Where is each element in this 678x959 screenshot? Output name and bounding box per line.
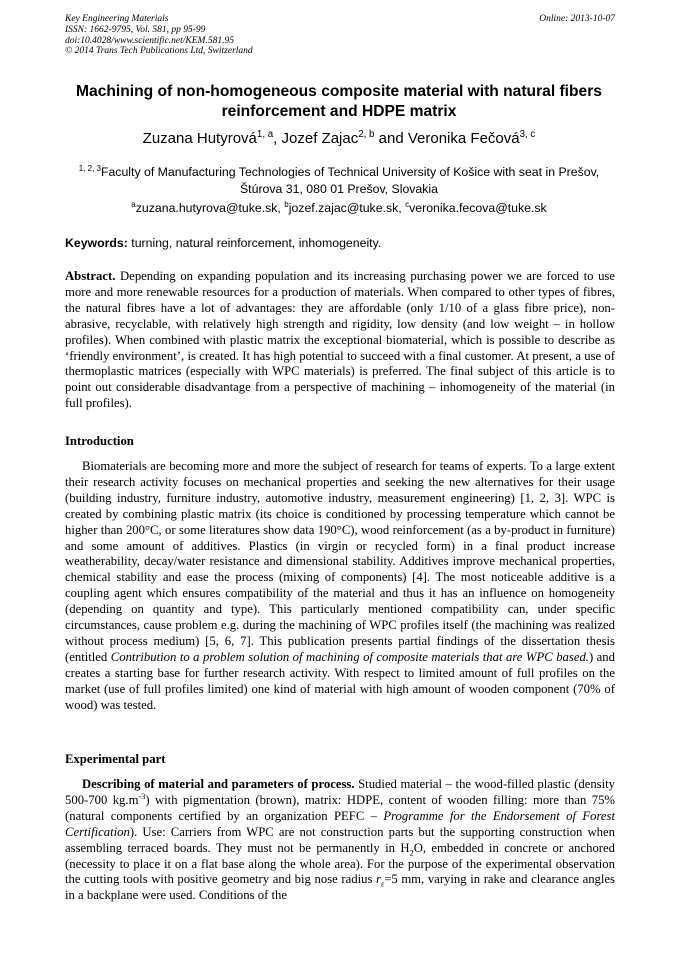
- journal-doi: doi:10.4028/www.scientific.net/KEM.581.95: [65, 35, 234, 46]
- keywords-label: Keywords:: [65, 236, 128, 250]
- formula-sub: 2: [409, 848, 414, 858]
- author-separator: ,: [273, 130, 282, 147]
- paragraph-text: ) with pigmentation (brown), matrix: HDPE, content of wooden filling: more than 75% (natural components certified by an organization PEFC –: [65, 792, 615, 823]
- paragraph-text: =5 mm, varying in rake and clearance angles in a backplane were used. Conditions of the: [65, 872, 615, 903]
- author-emails: [40, 201, 638, 215]
- experimental-paragraph: [65, 777, 615, 904]
- author-sup: 2, b: [358, 129, 375, 140]
- keywords: [65, 236, 615, 250]
- email-link[interactable]: veronika.fecova@tuke.sk: [409, 201, 547, 215]
- paragraph-text: O, embedded in concrete or anchored (necessity to place it on a flat base along the whole area). For the purpose of the experimental observation the cutting tools with positive geometry and big nose radius: [65, 840, 615, 887]
- author-sup: 1, a: [256, 129, 274, 140]
- affiliation-line: Štúrova 31, 080 01 Prešov, Slovakia: [239, 182, 438, 196]
- section-heading-introduction: Introduction: [65, 434, 134, 448]
- email-sup: a: [131, 199, 136, 209]
- journal-name: Key Engineering Materials: [65, 14, 169, 24]
- abstract: [65, 269, 615, 412]
- author-name: Veronika Fečová: [407, 130, 520, 147]
- affiliation-line: Faculty of Manufacturing Technologies of Technical University of Košice with seat in Prešov,: [100, 165, 600, 179]
- paper-title: Machining of non-homogeneous composite material with natural fibers reinforcement and HDPE matrix: [76, 83, 602, 120]
- journal-issn: ISSN: 1662-9795, Vol. 581, pp 95-99: [65, 24, 206, 35]
- paragraph-text: ). Use: Carriers from WPC are not construction parts but the supporting construction when assembling terraced boards. They must not be permanently in H: [65, 824, 615, 855]
- section-heading-experimental: Experimental part: [65, 752, 166, 766]
- email-sup: c: [405, 199, 410, 209]
- journal-header: [65, 14, 615, 57]
- paragraph-text: Studied material – the wood-filled plastic (density 500-700 kg.m: [65, 777, 616, 807]
- email-sup: b: [284, 199, 289, 209]
- affiliation: [60, 164, 618, 198]
- author-name: Zuzana Hutyrová: [142, 130, 257, 147]
- online-date: Online: 2013-10-07: [539, 14, 615, 24]
- journal-copyright: © 2014 Trans Tech Publications Ltd, Switzerland: [65, 46, 253, 57]
- paragraph-text: Biomaterials are becoming more and more the subject of research for teams of experts. To a large extent their research activity focuses on mechanical properties and seeking the new alternatives for their usage (building industry, furniture industry, automotive industry, measurement engineering) [1, 2, 3]. WPC is created by combining plastic matrix (its choice is conditioned by processing temperature which cannot be higher than 200°C, or some literatures show data 190°C), wood reinforcement (as a by-product in furniture) and some amount of additives. Plastics (in virgin or recycled form) in a final product increase weatherability, decay/water resistance and dimensional stability. Additives improve mechanical properties, chemical stability and ease the process (mixing of components) [4]. The most noticeable additive is a coupling agent which ensures compatibility of the material and thus it has an influence on homogeneity (depending on quantity and type). This particularly mentioned compatibility can, under specific circumstances, cause problem e.g. during the machining of WPC profiles itself (the machining was realized without process medium) [5, 6, 7]. This publication presents partial findings of the dissertation thesis (entitled: [65, 459, 615, 664]
- keywords-text: turning, natural reinforcement, inhomogeneity.: [127, 236, 382, 250]
- unit-sup: -3: [138, 791, 146, 801]
- thesis-title: Contribution to a problem solution of machining of composite materials that are WPC based.: [110, 649, 589, 664]
- email-link[interactable]: jozef.zajac@tuke.sk,: [288, 201, 402, 215]
- email-link[interactable]: zuzana.hutyrova@tuke.sk,: [135, 201, 281, 215]
- author-sup: 3, c: [519, 129, 536, 140]
- paragraph-lead: Describing of material and parameters of process.: [82, 777, 355, 791]
- author-list: [40, 130, 638, 147]
- abstract-label: Abstract.: [65, 269, 116, 283]
- variable: r: [376, 872, 381, 887]
- introduction-paragraph: [65, 459, 615, 714]
- author-name: Jozef Zajac: [281, 130, 359, 147]
- author-separator: and: [374, 130, 408, 147]
- abstract-text: Depending on expanding population and its increasing purchasing power we are forced to use more and more renewable resources for a production of materials. When compared to other types of fibres, the natural fibres have a lot of advantages: they are affordable (only 1/10 of a glass fibre price), non- abrasive, recyclable, with relatively high strength and rigidity, low density (and low weight – in hollow profiles). When combined with plastic matrix the exceptional biomaterial, which is possible to describe as ‘friendly environment’, is created. It has high potential to succeed with a final customer. At present, a use of thermoplastic matrices (especially with WPC materials) is preferred. The final subject of this article is to point out considerable disadvantage from a perspective of machining – inhomogeneity of the material (in full profiles).: [65, 269, 615, 411]
- paragraph-text: ) and creates a starting base for further research activity. With respect to limited amount of full profiles on the market (use of full profiles limited) one kind of material with high amount of wooden component (70% of wood) was tested.: [65, 649, 615, 712]
- pefc-name: Programme for the Endorsement of Forest Certification: [65, 808, 616, 839]
- variable-sub: ε: [380, 879, 385, 889]
- affiliation-sup: 1, 2, 3: [78, 163, 101, 173]
